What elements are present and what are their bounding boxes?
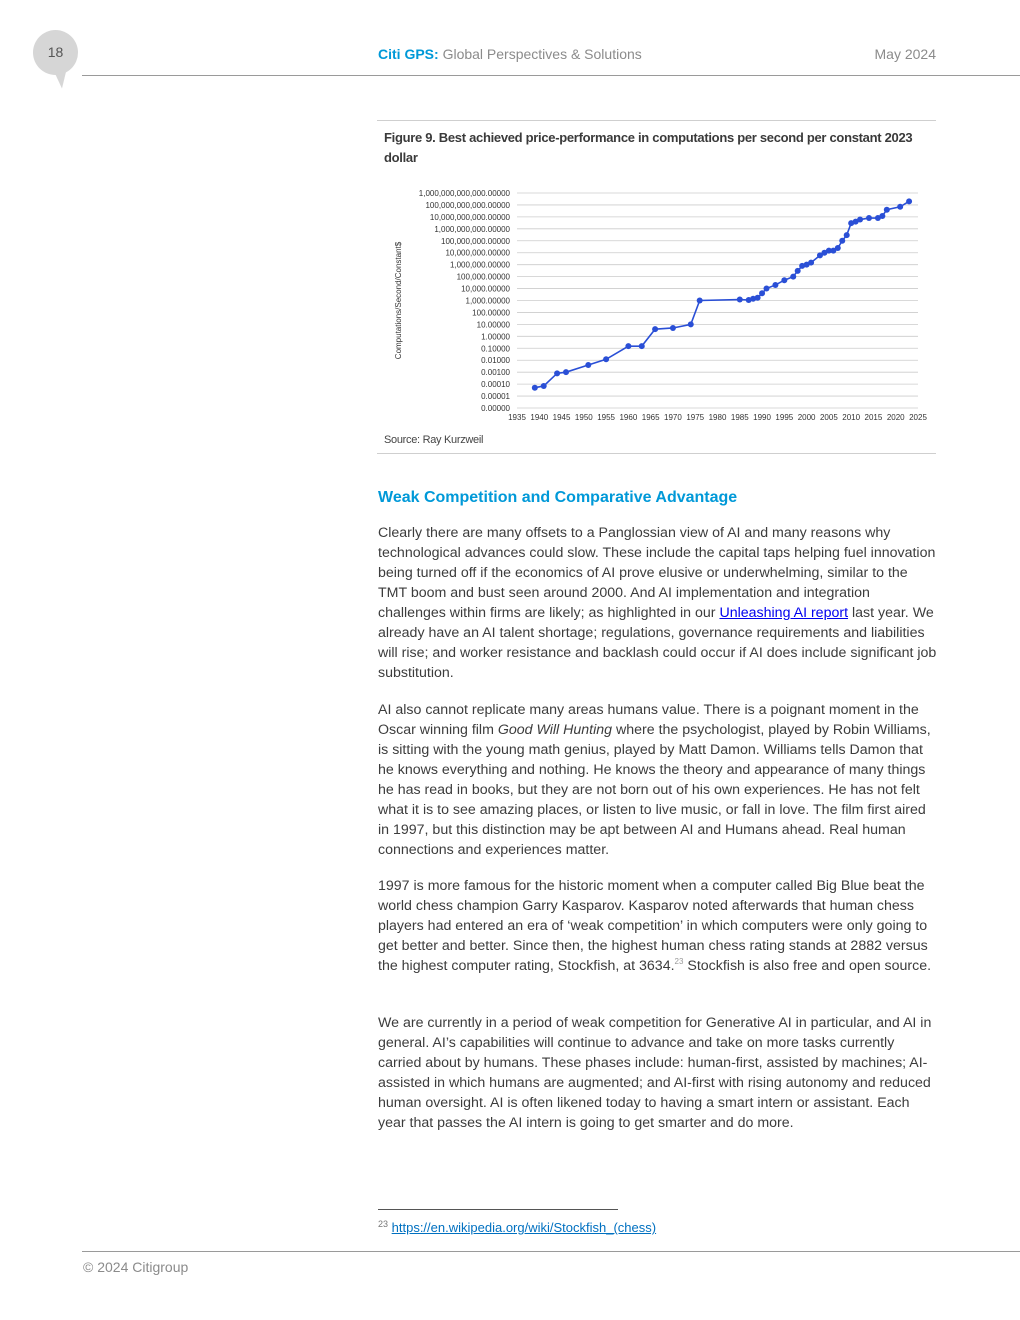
y-tick-label: 1.00000 [481,332,510,342]
x-tick-label: 1960 [619,413,638,422]
x-tick-label: 2020 [886,413,905,422]
data-point [844,232,850,238]
y-tick-label: 100,000,000,000.00000 [425,200,510,210]
paragraph-2-text-b: where the psychologist, played by Robin Williams, is sitting with the young math genius, played by Matt Damon. Williams tells Damon that he knows everything and nothing. He knows the theory and appearance of many things he has read in books, but they are not born out of his own experiences. He has not felt what it is to see amazing places, or listen to live music, or fall in love. The film first aired in 1997, but this distinction may be apt between AI and Humans ahead. Real human connections and experiences matter. [378,722,931,858]
footnote-divider [378,1209,618,1210]
x-tick-label: 1975 [686,413,705,422]
data-point [541,383,547,389]
data-point [585,362,591,368]
page-header [378,46,936,66]
y-tick-label: 1,000,000,000,000.00000 [418,189,510,198]
x-tick-label: 1995 [775,413,794,422]
price-performance-chart [377,183,936,433]
data-point [625,343,631,349]
data-point [563,369,569,375]
paragraph-3-text-a: 1997 is more famous for the historic moment when a computer called Big Blue beat the world chess champion Garry Kasparov. Kasparov noted afterwards that human chess players had entered an era of ‘weak competition’ in which computers were only going to get better and better. Since then, the highest human chess rating stands at 2882 versus the highest computer rating, Stockfish, at 3634. [378,878,928,974]
page-number-badge [33,30,78,75]
section-heading: Weak Competition and Comparative Advantage [378,489,738,506]
y-tick-label: 0.00010 [481,380,510,390]
header-date: May 2024 [874,46,936,62]
x-tick-label: 1950 [574,413,593,422]
x-tick-label: 1955 [597,413,616,422]
x-tick-label: 2025 [909,413,927,422]
copyright: © 2024 Citigroup [83,1259,189,1275]
x-tick-label: 1980 [708,413,727,422]
footnote [378,1219,656,1235]
figure-title: Figure 9. Best achieved price-performance in computations per second per constant 2023 dollar [384,130,913,165]
x-tick-label: 2000 [797,413,816,422]
data-point [688,321,694,327]
y-tick-label: 10.00000 [476,320,510,330]
paragraph-3 [378,876,938,976]
x-tick-label: 1940 [530,413,549,422]
figure-source: Source: Ray Kurzweil [384,434,484,446]
data-point [759,290,765,296]
x-tick-label: 1985 [730,413,749,422]
data-point [670,325,676,331]
x-tick-label: 1990 [753,413,771,422]
footnote-ref-23[interactable]: 23 [674,957,684,966]
data-point [781,277,787,283]
x-tick-label: 1965 [641,413,660,422]
x-tick-label: 2010 [842,413,861,422]
y-tick-label: 100,000,000.00000 [441,236,510,246]
data-point [603,356,609,362]
data-point [897,204,903,210]
header-divider [82,75,1020,76]
data-point [879,213,885,219]
data-point [906,198,912,204]
data-point [755,295,761,301]
paragraph-2-text-a: AI also cannot replicate many areas humans value. There is a poignant moment in the Oscar winning film [378,702,919,738]
brand-subtitle: Global Perspectives & Solutions [442,46,642,62]
y-tick-label: 100.00000 [472,308,510,318]
y-tick-label: 10,000,000,000.00000 [429,212,510,222]
data-point [639,343,645,349]
data-point [652,326,658,332]
data-point [790,274,796,280]
data-point [554,370,560,376]
y-tick-label: 1,000,000,000.00000 [434,224,510,234]
page-number: 18 [47,44,64,60]
y-tick-label: 10,000.00000 [461,284,510,294]
data-point [795,268,801,274]
data-point [772,282,778,288]
data-point [835,245,841,251]
data-point [808,260,814,266]
brand-name: Citi GPS: [378,46,439,62]
figure-9 [377,120,936,454]
data-point [532,385,538,391]
paragraph-1 [378,523,938,683]
y-tick-label: 0.10000 [481,344,510,354]
x-tick-label: 1945 [552,413,571,422]
paragraph-4: We are currently in a period of weak competition for Generative AI in particular, and AI in general. AI’s capabilities will continue to advance and take on more tasks currently carried about by humans. These phases include: human-first, assisted by machines; AI-assisted in which humans are augmented; and AI-first with rising autonomy and reduced human oversight. AI is often likened today to having a smart intern or assistant. Each year that passes the AI intern is going to get smarter and do more. [378,1015,932,1131]
y-tick-label: 1,000,000.00000 [449,260,510,270]
data-point [697,298,703,304]
data-point [737,297,743,303]
paragraph-1-text-a: Clearly there are many offsets to a Panglossian view of AI and many reasons why technological advances could slow. These include the capital taps helping fuel innovation being turned off if the economics of AI prove elusive or underwhelming, similar to the TMT boom and bust seen around 2000. And AI implementation and integration challenges within firms are likely; as highlighted in our [378,525,936,621]
y-tick-label: 0.01000 [481,356,510,366]
y-tick-label: 10,000,000.00000 [445,248,510,258]
x-tick-label: 2005 [819,413,838,422]
y-tick-label: 0.00000 [481,404,510,413]
series-line [535,201,909,387]
data-point [884,207,890,213]
paragraph-2 [378,700,938,860]
y-tick-label: 100,000.00000 [456,272,510,282]
x-tick-label: 2015 [864,413,883,422]
footnote-number: 23 [378,1219,389,1229]
x-tick-label: 1970 [664,413,682,422]
y-axis-label: Computations/Second/Constant$ [394,241,403,360]
paragraph-3-text-b: Stockfish is also free and open source. [683,958,932,974]
y-tick-label: 0.00100 [481,368,510,378]
data-point [764,286,770,292]
x-tick-label: 1935 [508,413,526,422]
y-tick-label: 1,000.00000 [465,296,510,306]
footnote-link[interactable]: https://en.wikipedia.org/wiki/Stockfish_(chess) [391,1220,657,1235]
data-point [866,215,872,221]
data-point [839,238,845,244]
paragraph-1-text-b: last year. We already have an AI talent shortage; regulations, governance requirements and liabilities will rise; and worker resistance and backlash could occur if AI does include significant job substitution. [378,605,937,681]
footer-divider [82,1251,1020,1252]
film-title: Good Will Hunting [497,722,613,738]
unleashing-ai-report-link[interactable]: Unleashing AI report [719,605,849,621]
data-point [857,217,863,223]
y-tick-label: 0.00001 [481,392,510,402]
